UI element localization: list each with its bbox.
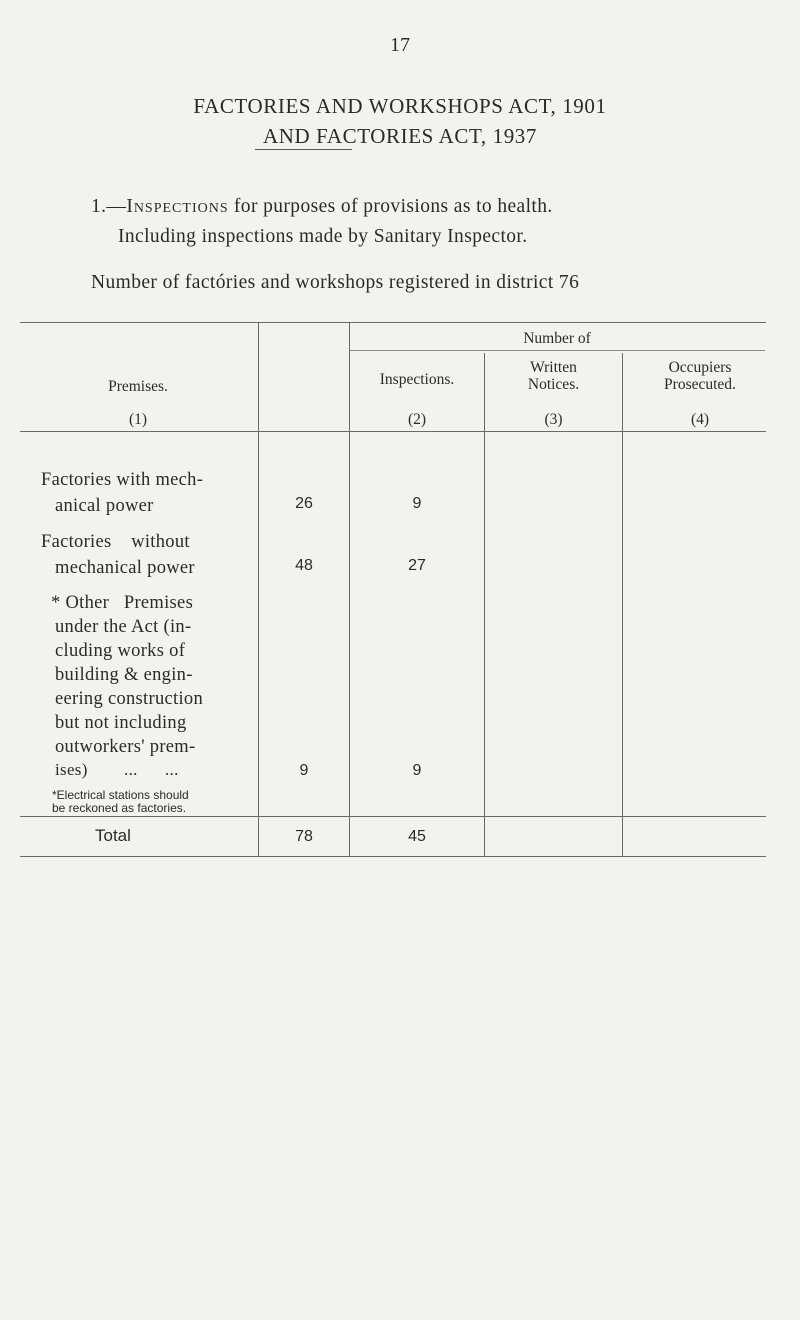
row-1-inspections: 9 <box>412 495 422 512</box>
row-3-label-line-3: cluding works of <box>55 641 186 661</box>
row-3-label-line-8: ises) ... ... <box>55 760 179 779</box>
row-3-inspections: 9 <box>412 762 422 779</box>
row-2-label-line-2: mechanical power <box>55 558 195 578</box>
section-label: Inspections <box>126 196 229 217</box>
row-3-label-line-6: but not including <box>55 713 187 733</box>
col-divider-3 <box>484 353 485 856</box>
occupiers-header-1: Occupiers <box>668 359 732 376</box>
row-3-label-line-1: * Other Premises <box>51 593 194 613</box>
occupiers-header-2: Prosecuted. <box>664 376 736 393</box>
footnote-line-2: be reckoned as factories. <box>52 801 187 815</box>
table-top-rule <box>20 322 766 323</box>
title-underline <box>255 149 352 150</box>
group-header: Number of <box>523 330 591 347</box>
premises-col-number: (1) <box>128 411 148 428</box>
section-subheading: Including inspections made by Sanitary Inspector. <box>118 226 528 247</box>
page-number: 17 <box>390 34 410 56</box>
row-3-label-line-5: eering construction <box>55 689 203 709</box>
section-heading-rest: for purposes of provisions as to health. <box>228 196 553 217</box>
row-3-label-line-7: outworkers' prem- <box>55 737 196 757</box>
written-notices-header-1: Written <box>530 359 577 376</box>
row-1-label-line-2: anical power <box>55 496 154 516</box>
footnote-line-1: *Electrical stations should <box>52 788 189 802</box>
row-3-registered: 9 <box>299 762 309 779</box>
total-inspections: 45 <box>408 828 426 845</box>
col-divider-4 <box>622 353 623 856</box>
total-top-rule <box>20 816 766 817</box>
occupiers-col-number: (4) <box>690 411 710 428</box>
section-heading <box>91 196 553 218</box>
row-1-label-line-1: Factories with mech- <box>41 470 204 490</box>
col-divider-2 <box>349 322 350 856</box>
total-registered: 78 <box>295 828 313 845</box>
title-line-2: AND FACTORIES ACT, 1937 <box>263 124 537 148</box>
section-number: 1.— <box>91 196 127 217</box>
row-2-label-line-1: Factories without <box>41 532 190 552</box>
registered-count-line: Number of factóries and workshops registered in district 76 <box>91 272 580 293</box>
row-2-inspections: 27 <box>408 557 426 574</box>
row-3-label-line-2: under the Act (in- <box>55 617 192 637</box>
group-header-rule <box>349 350 765 351</box>
inspections-col-number: (2) <box>407 411 427 428</box>
header-bottom-rule <box>20 431 766 432</box>
total-label: Total <box>95 826 131 845</box>
row-2-registered: 48 <box>295 557 313 574</box>
table-bottom-rule <box>20 856 766 857</box>
premises-header: Premises. <box>108 378 168 395</box>
row-3-label-line-4: building & engin- <box>55 665 193 685</box>
inspections-header: Inspections. <box>379 371 455 388</box>
written-notices-header-2: Notices. <box>527 376 580 393</box>
written-notices-col-number: (3) <box>544 411 563 428</box>
title-line-1: FACTORIES AND WORKSHOPS ACT, 1901 <box>193 94 607 118</box>
row-1-registered: 26 <box>295 495 313 512</box>
